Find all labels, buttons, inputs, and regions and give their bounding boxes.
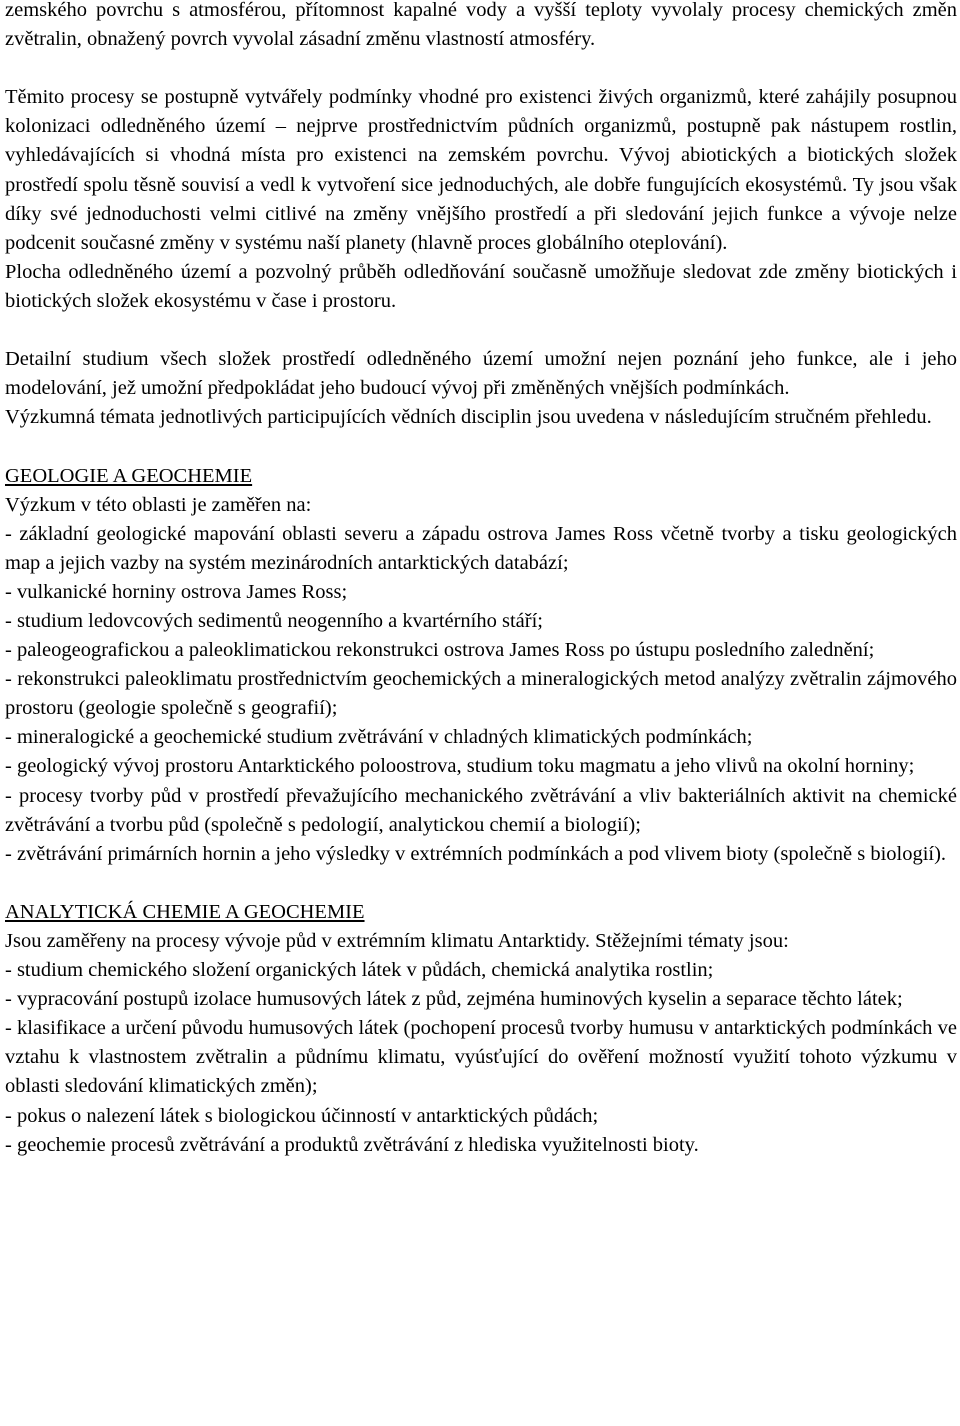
section-heading-geology: GEOLOGIE A GEOCHEMIE [5, 464, 253, 487]
spacer [5, 432, 957, 461]
section-heading-analytical-chemistry: ANALYTICKÁ CHEMIE A GEOCHEMIE [5, 900, 365, 923]
list-item: - procesy tvorby půd v prostředí převažujícího mechanického zvětrávání a vliv bakteriálních aktivit na chemické zvětrávání a tvorbu půd (společně s pedologií, analytickou chemií a biologií); [5, 784, 957, 836]
list-item: - vulkanické horniny ostrova James Ross; [5, 580, 348, 603]
list-item: - mineralogické a geochemické studium zvětrávání v chladných klimatických podmínkách; [5, 726, 753, 749]
list-item: - pokus o nalezení látek s biologickou účinností v antarktických půdách; [5, 1104, 599, 1127]
list-item: - studium chemického složení organických látek v půdách, chemická analytika rostlin; [5, 959, 714, 982]
list-item: - vypracování postupů izolace humusových látek z půd, zejména huminových kyselin a separace těchto látek; [5, 988, 903, 1011]
document-page [5, 0, 957, 1160]
list-item: - zvětrávání primárních hornin a jeho výsledky v extrémních podmínkách a pod vlivem bioty (společně s biologií). [5, 842, 947, 865]
paragraph-intro-1: Těmito procesy se postupně vytvářely podmínky vhodné pro existenci živých organizmů, které zahájily posupnou kolonizaci odledněného území – nejprve prostřednictvím půdních organizmů, postupně pak nástupem rostlin, vyhledávajících si vhodná místa pro existenci na zemském povrchu. Vývoj abiotických a biotických složek prostředí spolu těsně souvisí a vedl k vytvoření sice jednoduchých, ale dobře fungujících ekosystémů. Ty jsou však díky své jednoduchosti velmi citlivé na změny vnějšího prostředí a při sledování jejich funkce a vývoje nelze podcenit současné změny v systému naší planety (hlavně proces globálního oteplování). [5, 86, 957, 254]
section-intro-geology: Výzkum v této oblasti je zaměřen na: [5, 493, 312, 516]
list-item: - geologický vývoj prostoru Antarktického poloostrova, studium toku magmatu a jeho vlivů na okolní horniny; [5, 755, 915, 778]
section-analytical-chemistry [5, 898, 957, 1160]
list-item: - studium ledovcových sedimentů neogenního a kvartérního stáří; [5, 609, 543, 632]
paragraph-intro-4: Výzkumná témata jednotlivých participujících vědních disciplin jsou uvedena v následujícím stručném přehledu. [5, 406, 932, 429]
list-item: - geochemie procesů zvětrávání a produktů zvětrávání z hlediska využitelnosti bioty. [5, 1133, 699, 1156]
list-item: - paleogeografickou a paleoklimatickou rekonstrukci ostrova James Ross po ústupu posledního zalednění; [5, 639, 875, 662]
paragraph-intro-0: zemského povrchu s atmosférou, přítomnost kapalné vody a vyšší teploty vyvolaly procesy chemických změn zvětralin, obnažený povrch vyvolal zásadní změnu vlastností atmosféry. [5, 0, 957, 51]
list-item: - klasifikace a určení původu humusových látek (pochopení procesů tvorby humusu v antarktických podmínkách ve vztahu k vlastnostem zvětralin a půdnímu klimatu, vyúsťující do ověření možností využití tohoto výzkumu v oblasti sledování klimatických změn); [5, 1017, 957, 1098]
spacer [5, 869, 957, 898]
paragraph-intro-2: Plocha odledněného území a pozvolný průběh odledňování současně umožňuje sledovat zde změny biotických i biotických složek ekosystému v čase i prostoru. [5, 260, 957, 312]
spacer [5, 54, 957, 83]
paragraph-intro-3: Detailní studium všech složek prostředí odledněného území umožní nejen poznání jeho funkce, ale i jeho modelování, jež umožní předpokládat jeho budoucí vývoj při změněných vnějších podmínkách. [5, 348, 957, 400]
section-geology [5, 462, 957, 869]
list-item: - základní geologické mapování oblasti severu a západu ostrova James Ross včetně tvorby a tisku geologických map a jejich vazby na systém mezinárodních antarktických databází; [5, 522, 957, 574]
list-item: - rekonstrukci paleoklimatu prostřednictvím geochemických a mineralogických metod analýzy zvětralin zájmového prostoru (geologie společně s geografií); [5, 668, 957, 720]
spacer [5, 316, 957, 345]
section-intro-analytical-chemistry: Jsou zaměřeny na procesy vývoje půd v extrémním klimatu Antarktidy. Stěžejními tématy jsou: [5, 930, 789, 952]
